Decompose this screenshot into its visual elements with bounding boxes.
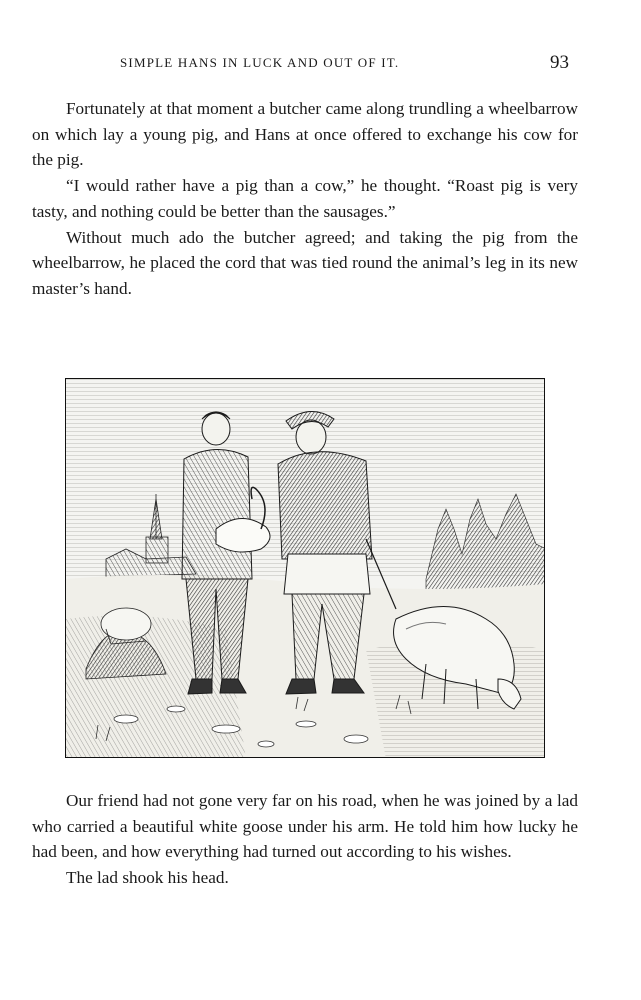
engraving-illustration: [65, 378, 545, 758]
top-text-block: [32, 96, 578, 302]
page-number: 93: [550, 52, 569, 73]
paragraph: Without much ado the butcher agreed; and taking the pig from the wheelbarrow, he placed the cord that was tied round the animal’s leg in its new master’s hand.: [32, 227, 578, 298]
running-title: SIMPLE HANS IN LUCK AND OUT OF IT.: [120, 55, 400, 70]
paragraph: Our friend had not gone very far on his road, when he was joined by a lad who carried a beautiful white goose under his arm. He told him how lucky he had been, and how everything had turned out according to his wishes.: [32, 791, 578, 862]
paragraph: Fortunately at that moment a butcher came along trundling a wheelbarrow on which lay a young pig, and Hans at once offered to exchange his cow for the pig.: [32, 99, 578, 170]
paragraph: “I would rather have a pig than a cow,” he thought. “Roast pig is very tasty, and nothing could be better than the sausages.”: [32, 176, 578, 221]
paragraph: The lad shook his head.: [66, 868, 229, 888]
running-head: [0, 52, 641, 76]
bottom-text-block: [32, 788, 578, 891]
